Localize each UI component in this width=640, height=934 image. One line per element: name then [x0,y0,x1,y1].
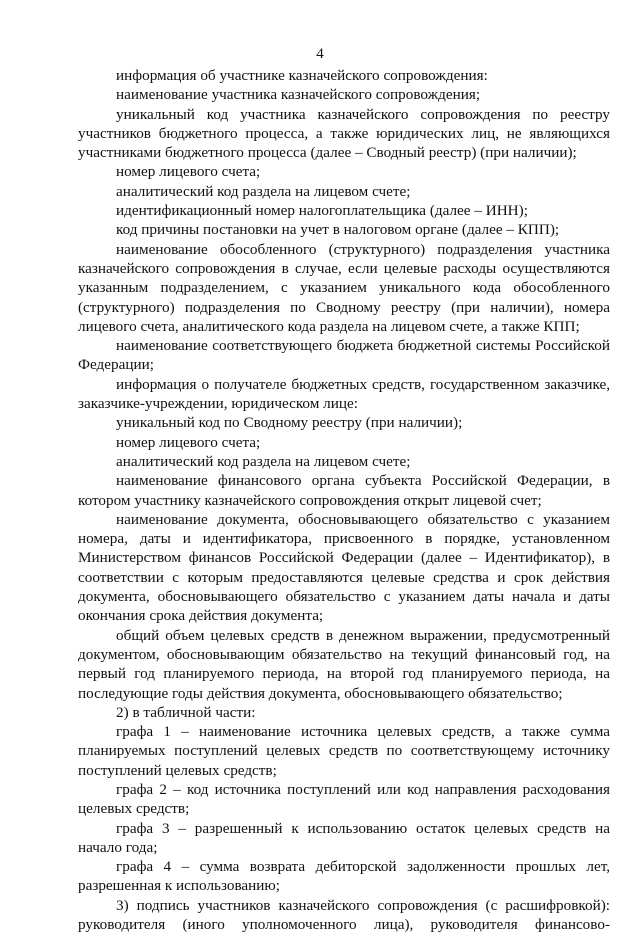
paragraph: номер лицевого счета; [116,433,261,451]
paragraph: уникальный код участника казначейского сопровождения по реестру участников бюджетного процесса, а также юридических лиц, не являющихся участниками бюджетного процесса (далее – Сводный реестр) (при наличии); [78,105,610,162]
paragraph: наименование соответствующего бюджета бюджетной системы Российской Федерации; [78,337,610,374]
paragraph: графа 4 – сумма возврата дебиторской задолженности прошлых лет, разрешенная к использованию; [78,858,610,895]
paragraph: наименование документа, обосновывающего обязательство с указанием номера, даты и идентификатора, присвоенного в порядке, установленном Министерством финансов Российской Федерации (далее – Идентификатор), в соответствии с которым предоставляются целевые средства и срок действия документа, обосновывающего обязательство с указанием даты начала и даты окончания срока действия документа; [78,510,610,625]
paragraph: наименование обособленного (структурного) подразделения участника казначейского сопровождения в случае, если целевые расходы осуществляются указанным подразделением, с указанием уникального кода обособленного (структурного) подразделения по Сводному реестру (при наличии), номера лицевого счета, аналитического кода раздела на лицевом счете, а также КПП; [78,240,610,335]
paragraph: 2) в табличной части: [116,703,256,721]
paragraph: информация о получателе бюджетных средств, государственном заказчике, заказчике-учреждении, юридическом лице: [78,375,610,413]
paragraph: наименование участника казначейского сопровождения; [116,86,481,104]
paragraph: графа 3 – разрешенный к использованию остаток целевых средств на начало года; [78,819,610,856]
page-number: 4 [316,46,324,62]
paragraph: графа 2 – код источника поступлений или код направления расходования целевых средств; [78,780,610,818]
paragraph: аналитический код раздела на лицевом счете; [116,182,411,200]
paragraph: код причины постановки на учет в налоговом органе (далее – КПП); [116,221,560,239]
paragraph: уникальный код по Сводному реестру (при наличии); [116,414,463,432]
paragraph: идентификационный номер налогоплательщика (далее – ИНН); [116,202,528,220]
paragraph: 3) подпись участников казначейского сопровождения (с расшифровкой): руководителя (иного уполномоченного лица), руководителя финансово- [78,896,610,934]
paragraph: общий объем целевых средств в денежном выражении, предусмотренный документом, обосновывающим обязательство на текущий финансовый год, на первый год планируемого периода, на второй год планируемого периода, на последующие годы действия документа, обосновывающего обязательство; [78,626,610,702]
paragraph: наименование финансового органа субъекта Российской Федерации, в котором участнику казначейского сопровождения открыт лицевой счет; [78,472,610,509]
document-body [78,66,610,934]
paragraph: аналитический код раздела на лицевом счете; [116,452,411,470]
paragraph: информация об участнике казначейского сопровождения: [116,67,488,84]
paragraph: графа 1 – наименование источника целевых средств, а также сумма планируемых поступлений целевых средств по соответствующему источнику поступлений целевых средств; [78,723,610,779]
paragraph: номер лицевого счета; [116,163,261,181]
